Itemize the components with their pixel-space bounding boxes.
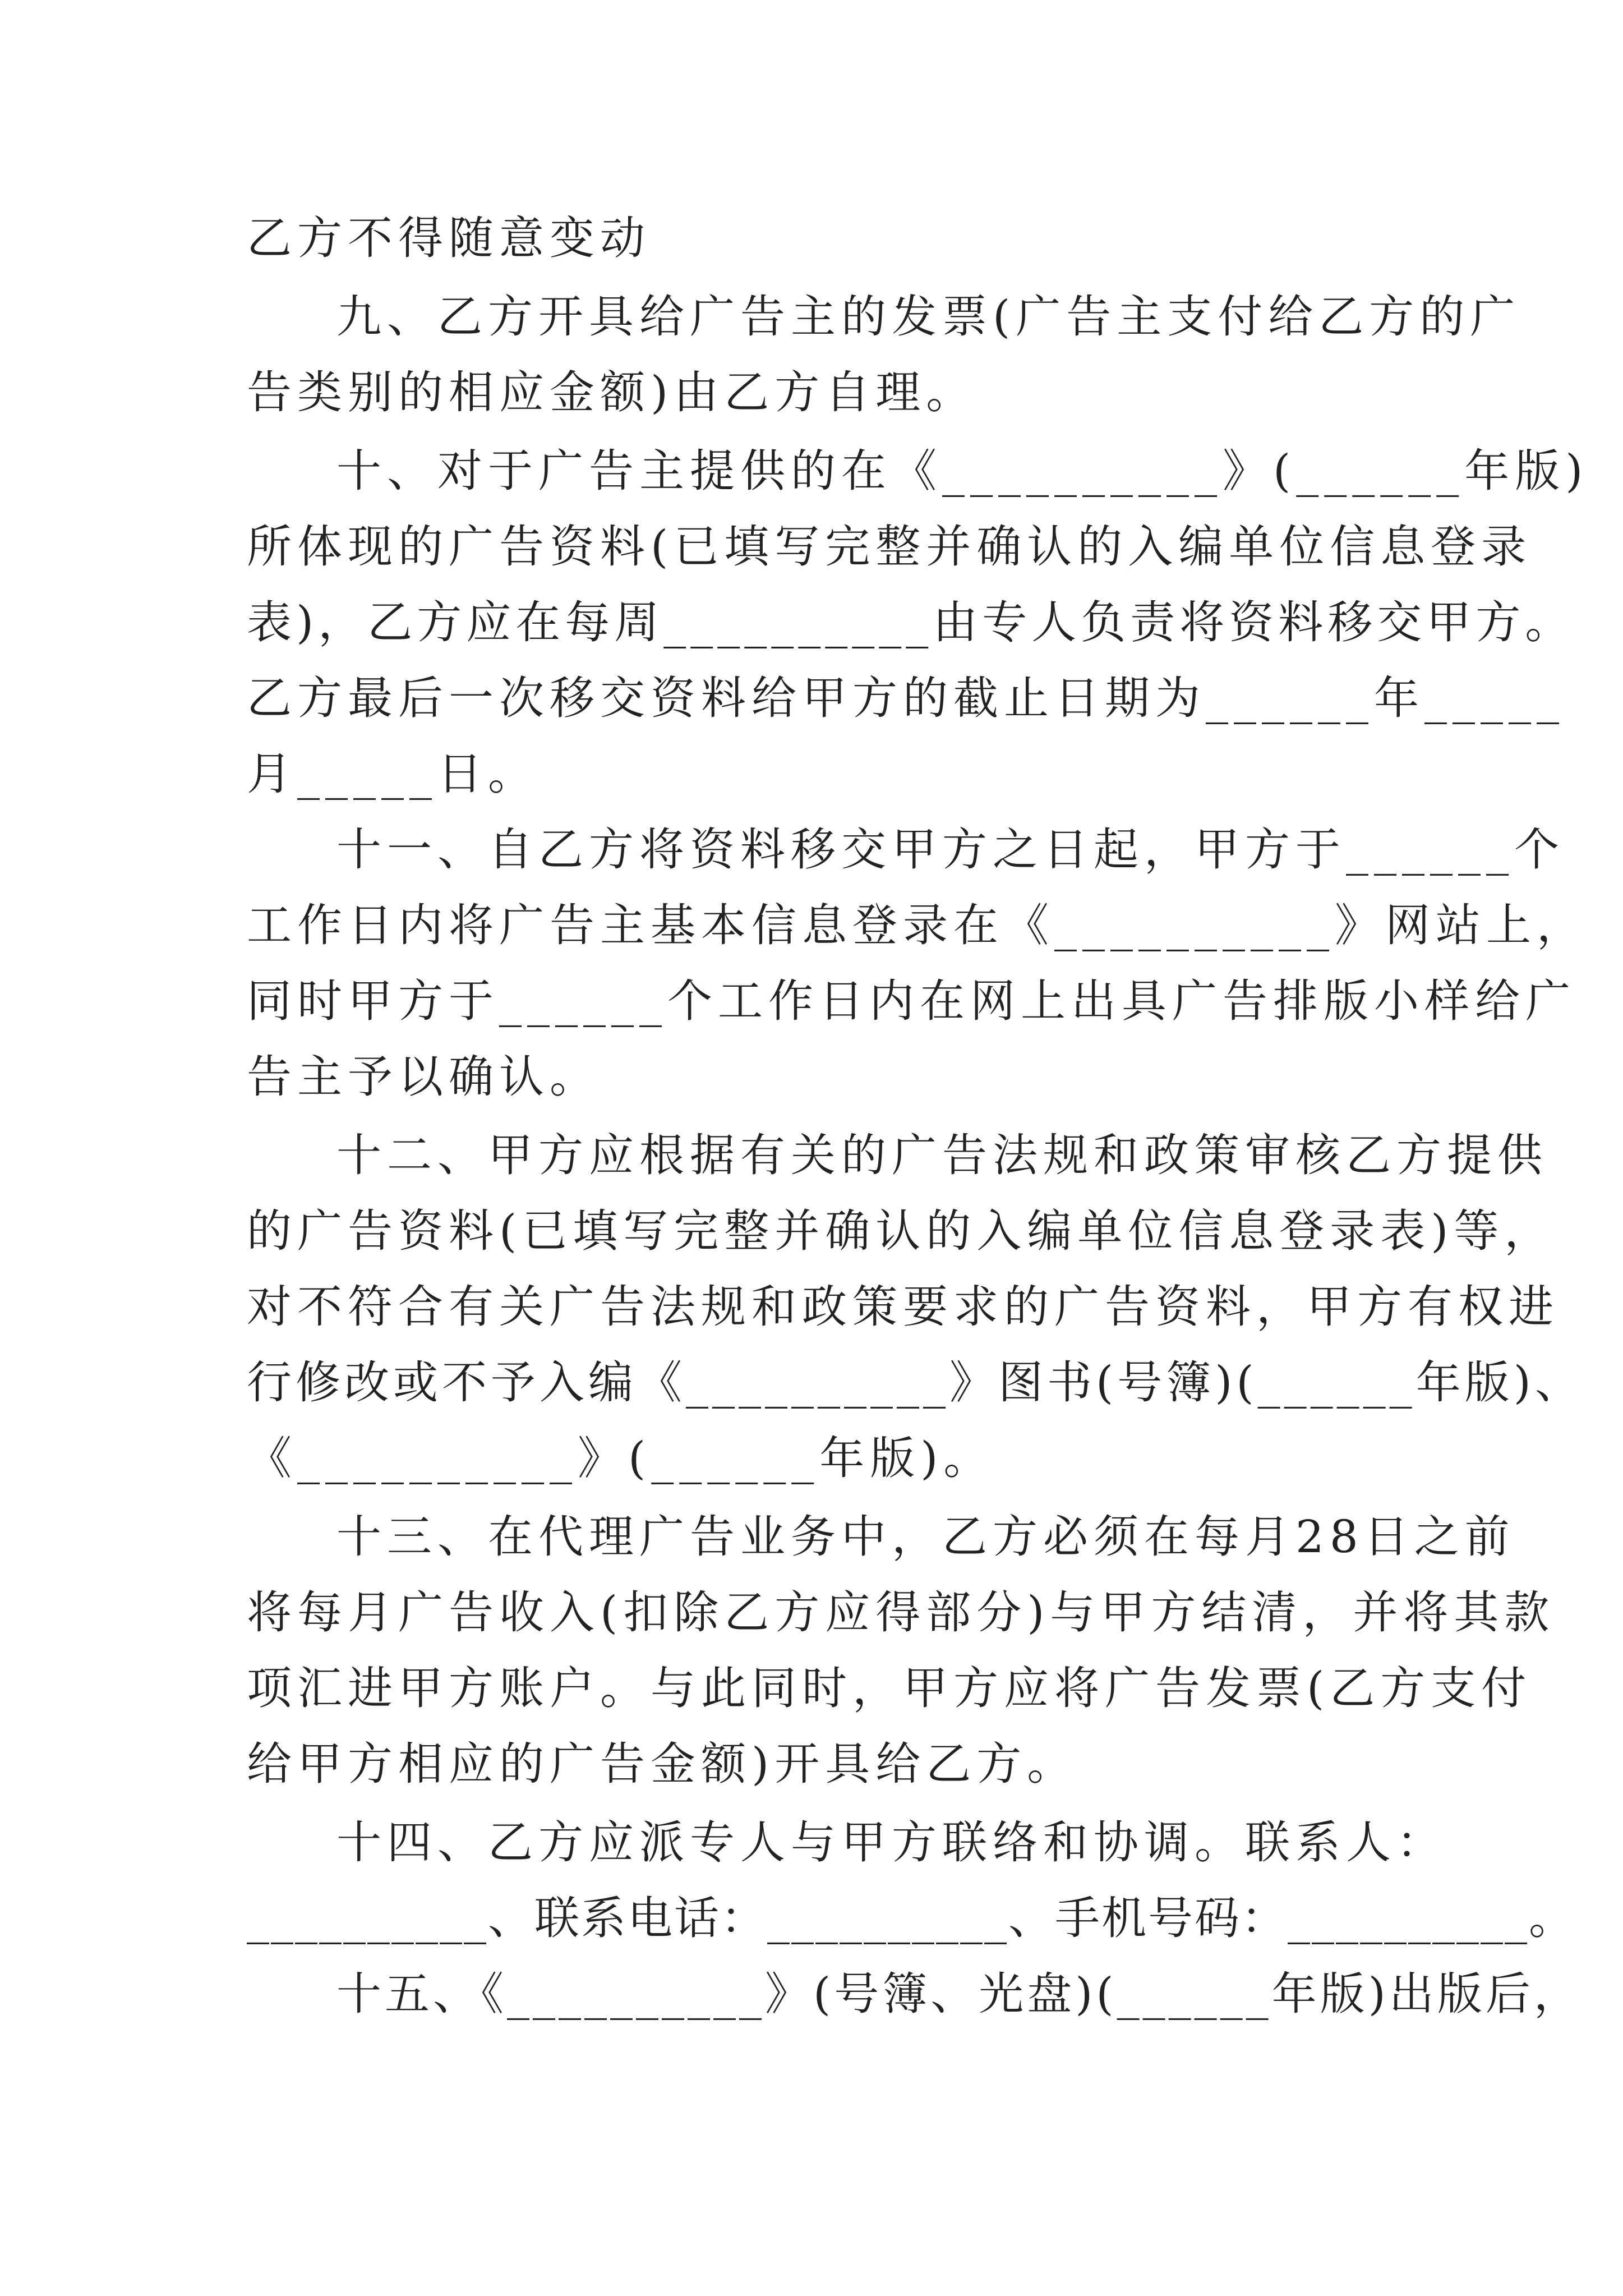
text-line: 表)，乙方应在每周__________由专人负责将资料移交甲方。 bbox=[247, 596, 1575, 648]
text-line: 行修改或不予入编《__________》图书(号簿)(______年版)、 bbox=[247, 1356, 1584, 1409]
text-line: __________、联系电话：__________、手机号码：__________。 bbox=[247, 1892, 1575, 1944]
text-line: 《__________》(______年版)。 bbox=[247, 1432, 994, 1484]
text-line: 的广告资料(已填写完整并确认的入编单位信息登录表)等， bbox=[247, 1205, 1555, 1257]
text-line: 乙方不得随意变动 bbox=[247, 212, 651, 264]
text-line: 告类别的相应金额)由乙方自理。 bbox=[247, 366, 977, 418]
clause-13-line: 十三、在代理广告业务中，乙方必须在每月28日之前 bbox=[336, 1511, 1515, 1563]
clause-9-line: 九、乙方开具给广告主的发票(广告主支付给乙方的广 bbox=[336, 291, 1521, 343]
clause-10-line: 十、对于广告主提供的在《__________》(______年版) bbox=[336, 445, 1589, 497]
text-line: 工作日内将广告主基本信息登录在《__________》网站上， bbox=[247, 899, 1587, 951]
text-line: 同时甲方于______个工作日内在网上出具广告排版小样给广 bbox=[247, 975, 1576, 1027]
clause-14-line: 十四、乙方应派专人与甲方联络和协调。联系人： bbox=[336, 1816, 1447, 1869]
text-line: 月_____日。 bbox=[247, 748, 538, 800]
clause-11-line: 十一、自乙方将资料移交甲方之日起，甲方于______个 bbox=[336, 823, 1565, 876]
text-line: 给甲方相应的广告金额)开具给乙方。 bbox=[247, 1738, 1078, 1790]
text-line: 所体现的广告资料(已填写完整并确认的入编单位信息登录 bbox=[247, 521, 1532, 573]
text-line: 对不符合有关广告法规和政策要求的广告资料，甲方有权进 bbox=[247, 1281, 1559, 1333]
text-line: 告主予以确认。 bbox=[247, 1051, 600, 1103]
clause-15-line: 十五、《__________》(号簿、光盘)(______年版)出版后， bbox=[336, 1968, 1582, 2020]
text-line: 项汇进甲方账户。与此同时，甲方应将广告发票(乙方支付 bbox=[247, 1662, 1532, 1714]
text-line: 将每月广告收入(扣除乙方应得部分)与甲方结清，并将其款 bbox=[247, 1586, 1555, 1639]
clause-12-line: 十二、甲方应根据有关的广告法规和政策审核乙方提供 bbox=[336, 1129, 1548, 1181]
text-line: 乙方最后一次移交资料给甲方的截止日期为______年_____ bbox=[247, 672, 1565, 724]
